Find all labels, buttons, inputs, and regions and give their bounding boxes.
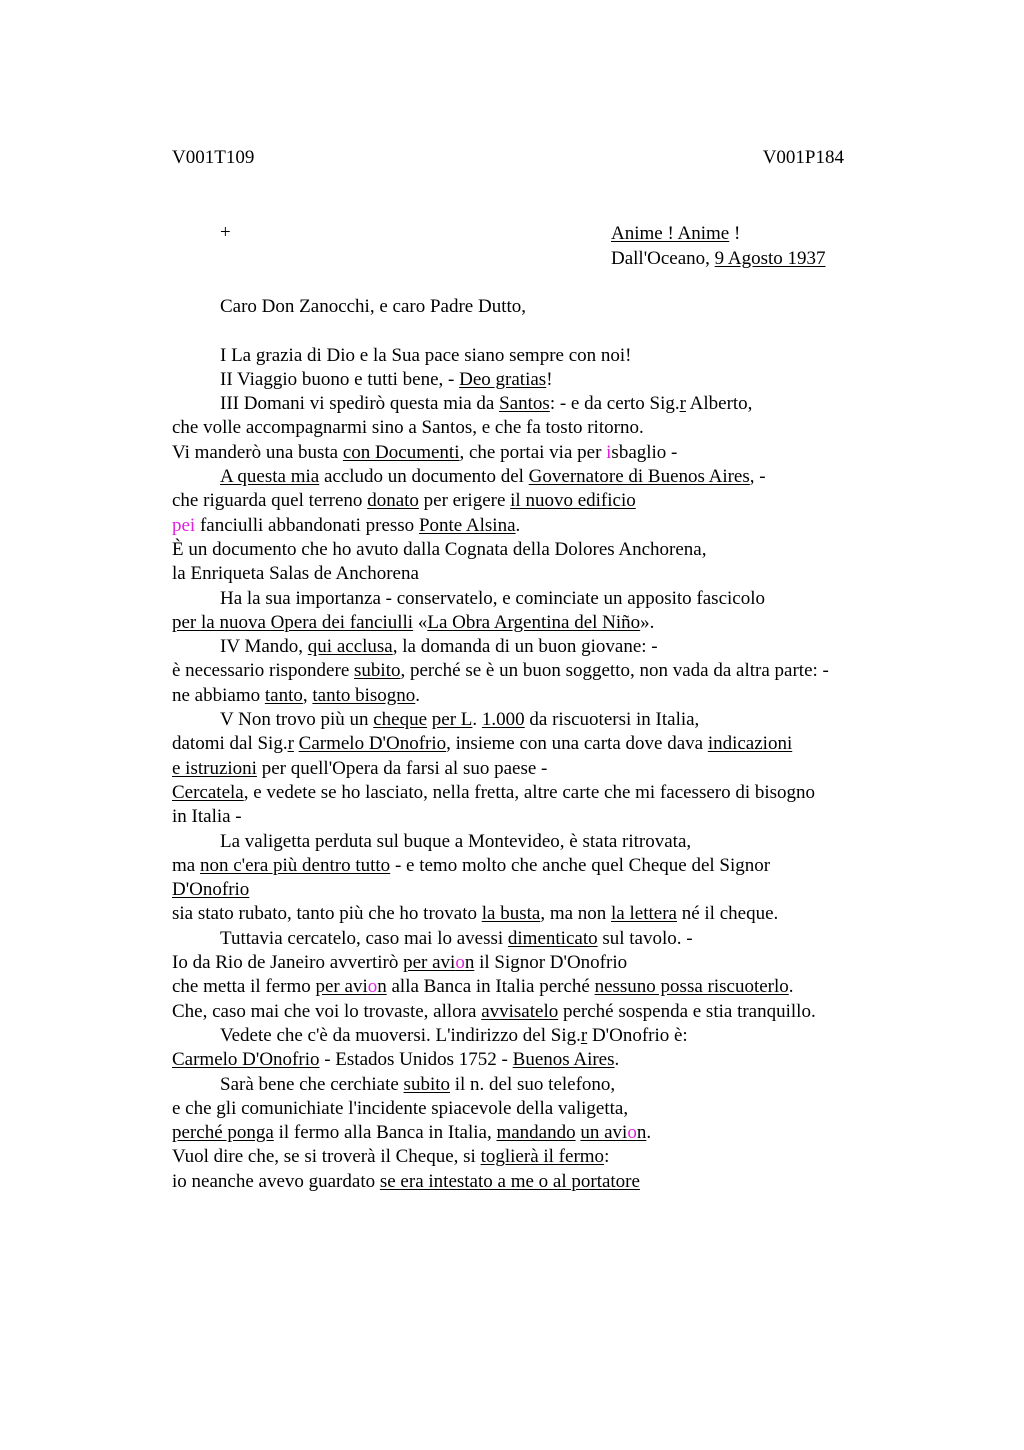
- letter-line: V Non trovo più un cheque per L. 1.000 da riscuotersi in Italia,: [220, 709, 700, 731]
- letter-line: Sarà bene che cerchiate subito il n. del suo telefono,: [220, 1073, 616, 1095]
- letter-line: Tuttavia cercatelo, caso mai lo avessi dimenticato sul tavolo. -: [220, 927, 693, 949]
- letter-line: e istruzioni per quell'Opera da farsi al suo paese -: [172, 757, 548, 779]
- letter-line: I La grazia di Dio e la Sua pace siano sempre con noi!: [220, 344, 632, 366]
- letter-line: io neanche avevo guardato se era intestato a me o al portatore: [172, 1170, 640, 1192]
- letter-line: A questa mia accludo un documento del Governatore di Buenos Aires, -: [220, 466, 766, 488]
- letter-line: Vi manderò una busta con Documenti, che portai via per isbaglio -: [172, 441, 678, 463]
- document-code-left: V001T109: [172, 147, 255, 168]
- letter-line: Cercatela, e vedete se ho lasciato, nella fretta, altre carte che mi facessero di bisogno: [172, 781, 816, 803]
- letter-line: È un documento che ho avuto dalla Cognata della Dolores Anchorena,: [172, 538, 707, 560]
- letter-line: è necessario rispondere subito, perché se è un buon soggetto, non vada da altra parte: -: [172, 660, 829, 682]
- letter-line: per la nuova Opera dei fanciulli «La Obra Argentina del Niño».: [172, 611, 655, 633]
- letter-line: la Enriqueta Salas de Anchorena: [172, 563, 419, 585]
- letter-line: Vuol dire che, se si troverà il Cheque, si toglierà il fermo:: [172, 1146, 610, 1168]
- letter-line: ne abbiamo tanto, tanto bisogno.: [172, 684, 421, 706]
- letter-line: Che, caso mai che voi lo trovaste, allora avvisatelo perché sospenda e stia tranquillo.: [172, 1000, 816, 1022]
- letter-line: perché ponga il fermo alla Banca in Italia, mandando un avion.: [172, 1122, 652, 1144]
- letter-line: che volle accompagnarmi sino a Santos, e che fa tosto ritorno.: [172, 417, 644, 439]
- letter-line: che riguarda quel terreno donato per erigere il nuovo edificio: [172, 490, 636, 512]
- place-date-line: Dall'Oceano, 9 Agosto 1937: [611, 247, 826, 269]
- letter-line: La valigetta perduta sul buque a Montevideo, è stata ritrovata,: [220, 830, 692, 852]
- dateline-block: [611, 222, 826, 271]
- letter-line: datomi dal Sig.r Carmelo D'Onofrio, insieme con una carta dove dava indicazioni: [172, 733, 793, 755]
- letter-line: Carmelo D'Onofrio - Estados Unidos 1752 - Buenos Aires.: [172, 1049, 620, 1071]
- letter-line: in Italia -: [172, 806, 242, 828]
- cross-mark: +: [220, 222, 231, 243]
- letter-line: D'Onofrio: [172, 879, 250, 901]
- letter-date: 9 Agosto 1937: [714, 247, 826, 269]
- letter-line: ma non c'era più dentro tutto - e temo molto che anche quel Cheque del Signor: [172, 854, 771, 876]
- motto-line: Anime ! Anime !: [611, 223, 741, 244]
- salutation: Caro Don Zanocchi, e caro Padre Dutto,: [220, 296, 527, 317]
- document-code-right: V001P184: [762, 147, 844, 168]
- letter-line: e che gli comunichiate l'incidente spiacevole della valigetta,: [172, 1097, 629, 1119]
- letter-line: III Domani vi spedirò questa mia da Santos: - e da certo Sig.r Alberto,: [220, 393, 753, 415]
- letter-line: che metta il fermo per avion alla Banca in Italia perché nessuno possa riscuoterlo.: [172, 976, 794, 998]
- letter-line: Vedete che c'è da muoversi. L'indirizzo del Sig.r D'Onofrio è:: [220, 1024, 688, 1046]
- letter-line: II Viaggio buono e tutti bene, - Deo gratias!: [220, 368, 553, 390]
- letter-body: [172, 295, 892, 1194]
- letter-line: Ha la sua importanza - conservatelo, e cominciate un apposito fascicolo: [220, 587, 765, 609]
- letter-line: pei fanciulli abbandonati presso Ponte Alsina.: [172, 514, 521, 536]
- letter-line: sia stato rubato, tanto più che ho trovato la busta, ma non la lettera né il cheque.: [172, 903, 779, 925]
- letter-line: IV Mando, qui acclusa, la domanda di un buon giovane: -: [220, 636, 658, 658]
- letter-line: Io da Rio de Janeiro avvertirò per avion il Signor D'Onofrio: [172, 952, 628, 974]
